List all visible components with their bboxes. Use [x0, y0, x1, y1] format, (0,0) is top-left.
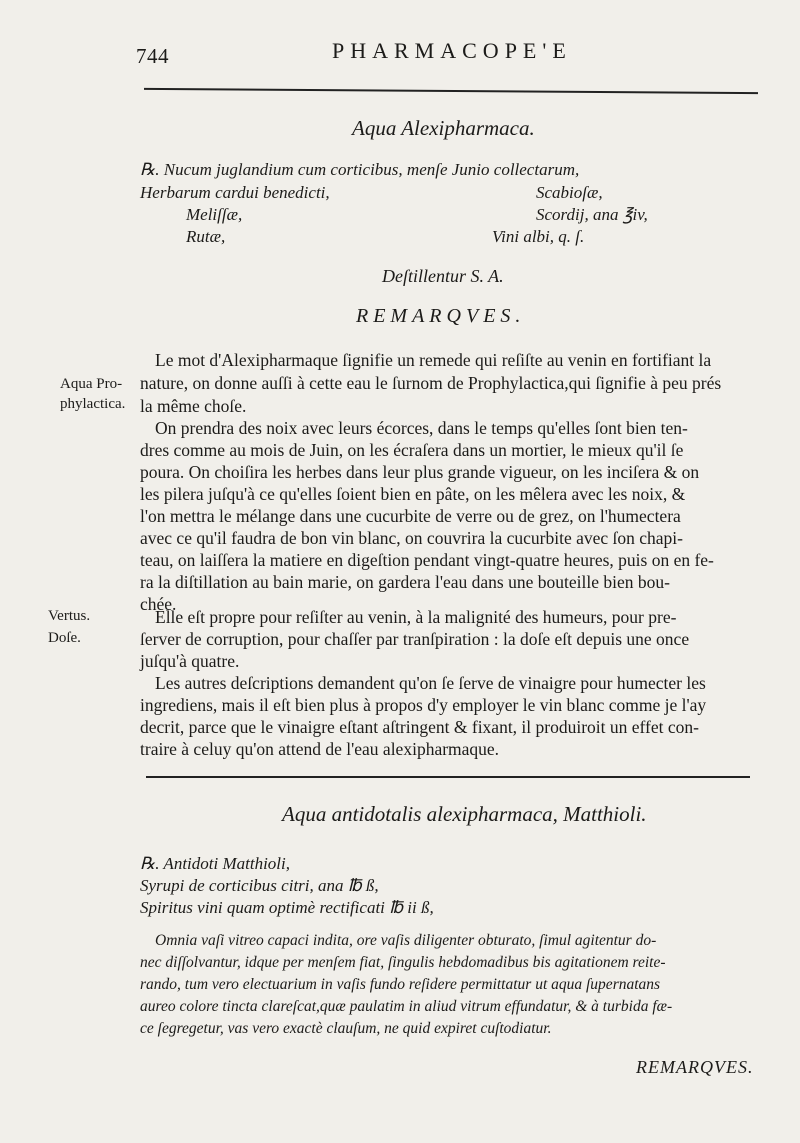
body-line: teau, on laiſſera la matiere en digeſtion pendant vingt-quatre heures, puis on en fe-	[140, 550, 714, 570]
recipe2-title: Aqua antidotalis alexipharmaca, Matthioli.	[282, 802, 647, 826]
body-line: Elle eſt propre pour reſiſter au venin, à la malignité des humeurs, pour pre-	[155, 607, 677, 627]
body-line: la même choſe.	[140, 396, 247, 416]
body-line: ra la diſtillation au bain marie, on gardera l'eau dans une bouteille bien bou-	[140, 572, 670, 592]
body-line: poura. On choiſira les herbes dans leur plus grande vigueur, on les inciſera & on	[140, 462, 700, 482]
recipe1-line: Meliſſæ,	[186, 205, 243, 224]
margin-note: phylactica.	[60, 396, 126, 412]
latin-line: rando, tum vero electuarium in vaſis fundo reſidere permittatur ut aqua ſupernatans	[140, 976, 661, 993]
body-line: Le mot d'Alexipharmaque ſignifie un remede qui reſiſte au venin en fortifiant la	[155, 350, 712, 370]
body-line: On prendra des noix avec leurs écorces, dans le temps qu'elles ſont bien ten-	[155, 418, 688, 438]
body-line: chée.	[140, 594, 177, 614]
section-rule	[146, 776, 750, 778]
page-number: 744	[136, 44, 169, 68]
margin-note: Vertus.	[48, 608, 91, 624]
catchword: REMARQVES.	[636, 1057, 754, 1077]
recipe1-line: Rutæ,	[186, 227, 226, 246]
header-rule	[144, 88, 758, 94]
body-line: ingrediens, mais il eſt bien plus à propos d'y employer le vin blanc comme je l'ay	[140, 695, 707, 715]
recipe1-line: Scabioſæ,	[536, 183, 603, 202]
body-line: les pilera juſqu'à ce qu'elles ſoient bien en pâte, on les mêlera avec les noix, &	[140, 484, 686, 504]
latin-line: aureo colore tincta clareſcat,quæ paulatim in aliud vitrum effundatur, & à turbida fæ-	[140, 998, 673, 1015]
margin-note: Doſe.	[48, 630, 81, 646]
latin-line: Omnia vaſi vitreo capaci indita, ore vaſis diligenter obturato, ſimul agitentur do-	[155, 932, 657, 949]
recipe2-line: Syrupi de corticibus citri, ana ℔ ß,	[140, 876, 379, 895]
recipe2-line: ℞. Antidoti Matthioli,	[140, 854, 290, 873]
latin-line: ce ſegregetur, vas vero exactè clauſum, ne quid expiret cuſtodiatur.	[140, 1020, 552, 1037]
body-line: decrit, parce que le vinaigre eſtant aſtringent & fixant, il produiroit un effet con-	[140, 717, 699, 737]
margin-note: Aqua Pro-	[60, 376, 123, 392]
recipe1-line: Herbarum cardui benedicti,	[140, 183, 330, 202]
body-line: juſqu'à quatre.	[140, 651, 240, 671]
recipe1-title: Aqua Alexipharmaca.	[352, 116, 535, 140]
body-line: ſerver de corruption, pour chaſſer par tranſpiration : la doſe eſt depuis une once	[140, 629, 690, 649]
body-line: traire à celuy qu'on attend de l'eau alexipharmaque.	[140, 739, 500, 759]
recipe1-instruction: Deſtillentur S. A.	[382, 266, 504, 286]
body-line: Les autres deſcriptions demandent qu'on ſe ſerve de vinaigre pour humecter les	[155, 673, 706, 693]
remarks-heading: REMARQVES.	[356, 305, 526, 327]
recipe2-line: Spiritus vini quam optimè rectificati ℔ ii ß,	[140, 898, 434, 917]
running-title: PHARMACOPE'E	[332, 38, 572, 63]
recipe1-line: Vini albi, q. ſ.	[492, 227, 585, 246]
recipe1-line: ℞. Nucum juglandium cum corticibus, menſe Junio collectarum,	[140, 160, 580, 179]
latin-line: nec diſſolvantur, idque per menſem fiat, ſingulis hebdomadibus bis agitationem reite-	[140, 954, 666, 971]
body-line: nature, on donne auſſi à cette eau le ſurnom de Prophylactica,qui ſignifie à peu prés	[140, 373, 722, 393]
body-line: l'on mettra le mélange dans une cucurbite de verre ou de grez, on l'humectera	[140, 506, 681, 526]
recipe1-line: Scordij, ana ℥iv,	[536, 205, 648, 224]
body-line: dres comme au mois de Juin, on les écraſera dans un mortier, le mieux qu'il ſe	[140, 440, 684, 460]
body-line: avec ce qu'il faudra de bon vin blanc, on couvrira la cucurbite avec ſon chapi-	[140, 528, 683, 548]
